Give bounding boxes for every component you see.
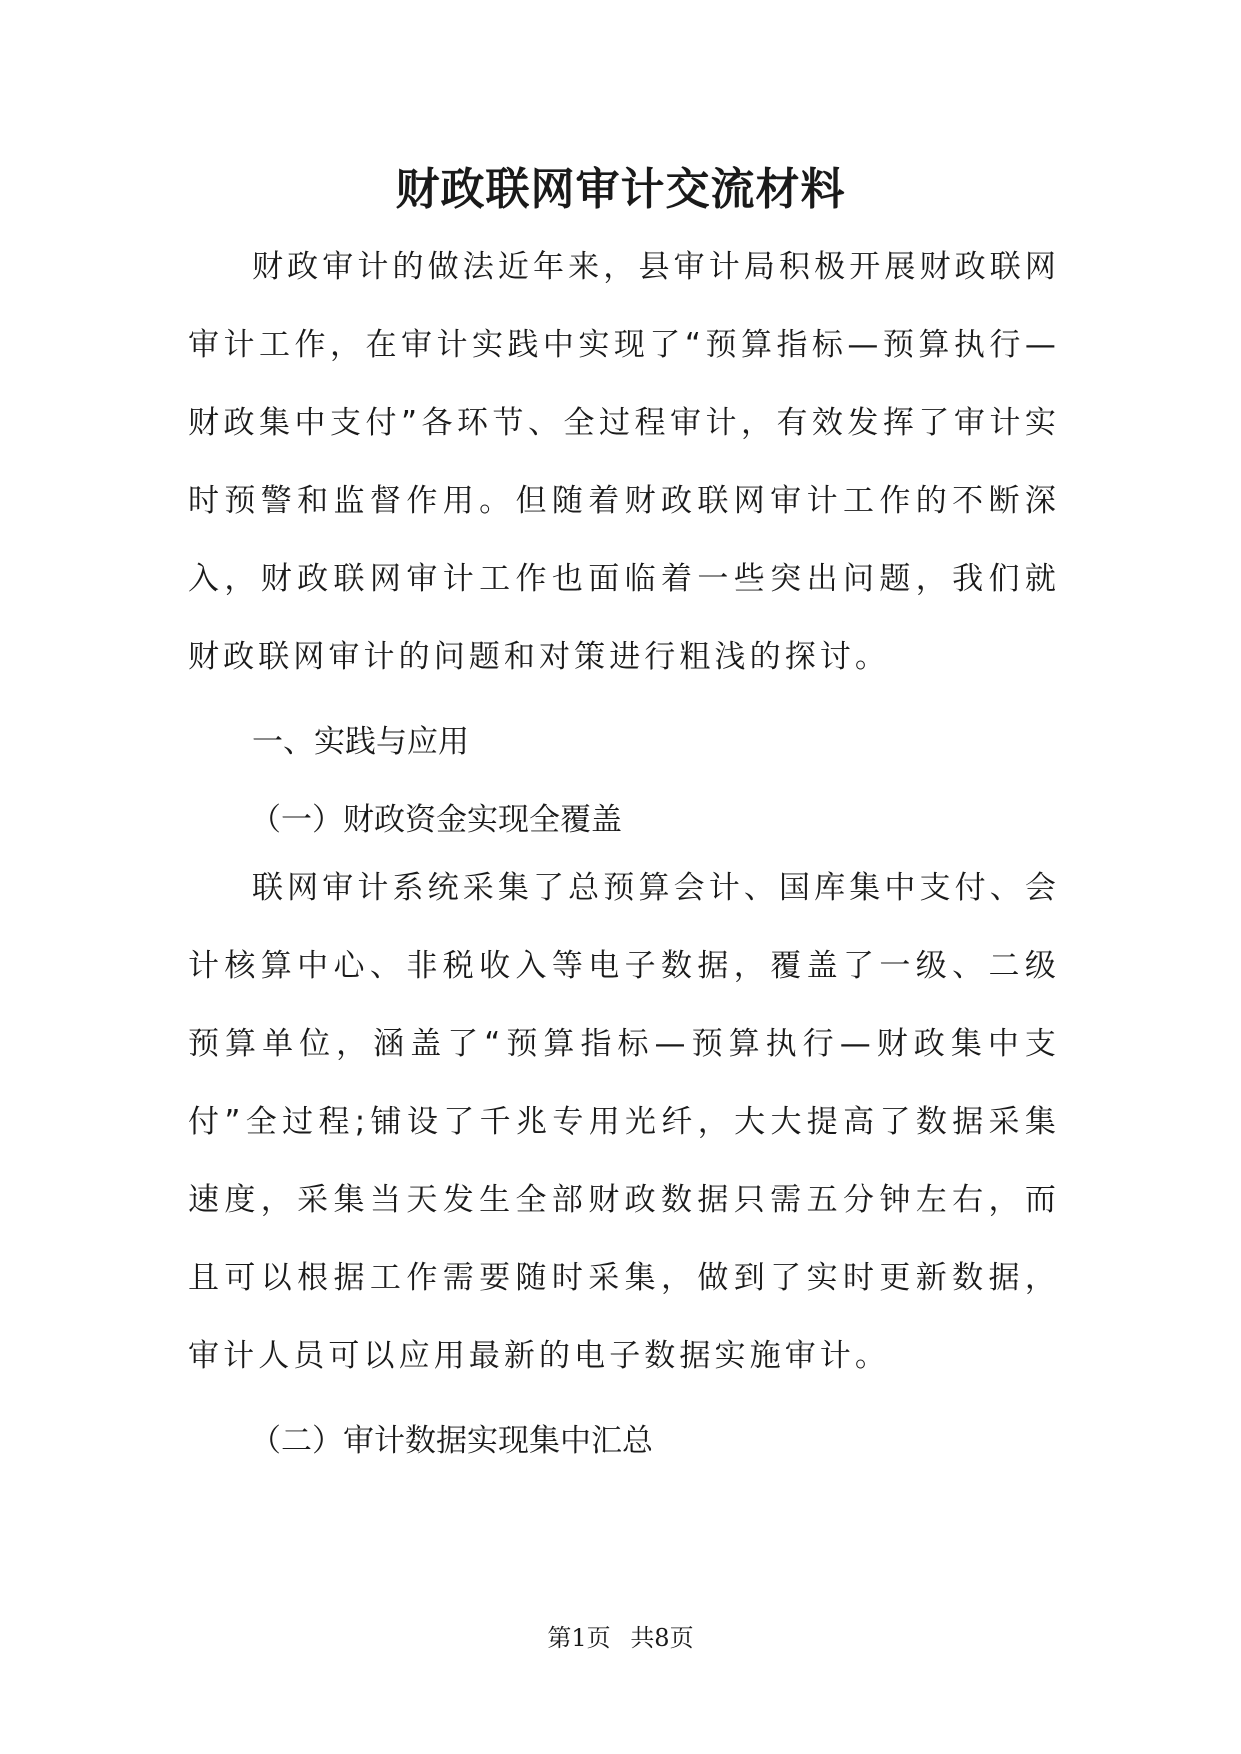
subsection-heading-coverage: （一）财政资金实现全覆盖 — [250, 802, 622, 838]
intro-paragraph: 财政审计的做法近年来，县审计局积极开展财政联网审计工作，在审计实践中实现了“预算指标—预算执行—财政集中支付”各环节、全过程审计，有效发挥了审计实时预警和监督作用。但随着财政联网审计工作的不断深入，财政联网审计工作也面临着一些突出问题，我们就财政联网审计的问题和对策进行粗浅的探讨。 — [188, 249, 1060, 675]
subsection-heading-aggregation: （二）审计数据实现集中汇总 — [250, 1423, 653, 1459]
page-number: 第1页 — [547, 1624, 611, 1652]
document-title: 财政联网审计交流材料 — [395, 164, 846, 215]
coverage-paragraph: 联网审计系统采集了总预算会计、国库集中支付、会计核算中心、非税收入等电子数据，覆盖了一级、二级预算单位，涵盖了“预算指标—预算执行—财政集中支付”全过程;铺设了千兆专用光纤，大大提高了数据采集速度，采集当天发生全部财政数据只需五分钟左右，而且可以根据工作需要随时采集，做到了实时更新数据，审计人员可以应用最新的电子数据实施审计。 — [188, 870, 1060, 1374]
section-heading-practice: 一、实践与应用 — [252, 724, 469, 760]
page-total: 共8页 — [630, 1624, 694, 1652]
page-footer — [0, 1622, 1241, 1654]
